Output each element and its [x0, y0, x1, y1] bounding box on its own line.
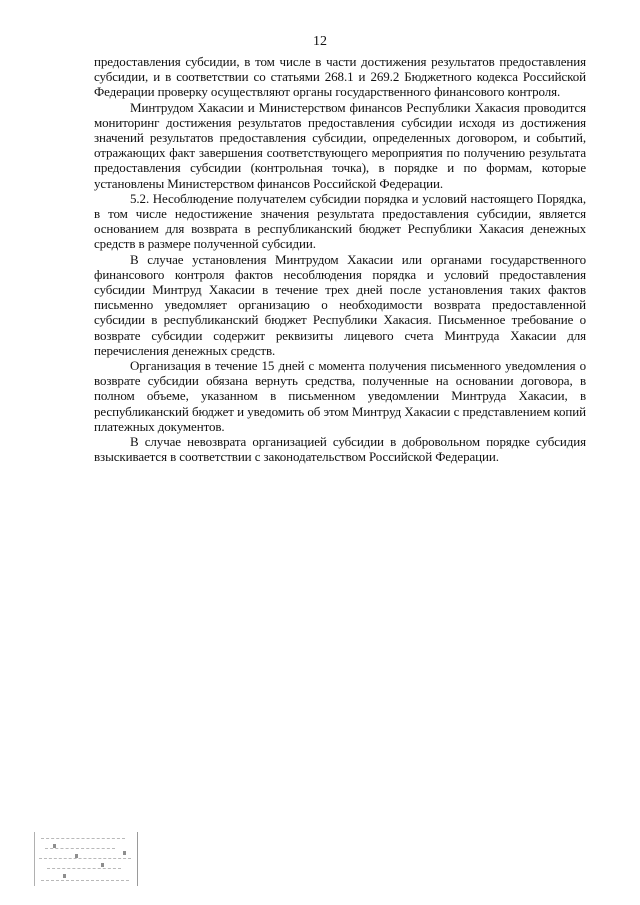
stamp-line	[41, 838, 125, 839]
document-body	[94, 54, 586, 464]
paragraph: Организация в течение 15 дней с момента получения письменного уведомления о возврате субсидии обязана вернуть средства, полученные на основании договора, в полном объеме, указанном в письменном уведомлении Минтруда Хакасии, в республиканский бюджет и уведомить об этом Минтруд Хакасии с представлением копий платежных документов.	[94, 358, 586, 434]
stamp-mark	[123, 851, 126, 855]
stamp-mark	[101, 863, 104, 867]
paragraph: Минтрудом Хакасии и Министерством финансов Республики Хакасия проводится мониторинг достижения результатов предоставления субсидии исходя из достижения значений результатов предоставления субсидии, определенных договором, и событий, отражающих факт завершения соответствующего мероприятия по получению результата предоставления субсидии (контрольная точка), в порядке и по формам, которые установлены Министерством финансов Российской Федерации.	[94, 99, 586, 191]
stamp-mark	[63, 874, 66, 878]
registration-stamp	[34, 832, 138, 886]
paragraph: В случае установления Минтрудом Хакасии или органами государственного финансового контроля фактов несоблюдения порядка и условий предоставления субсидии Минтруд Хакасии в течение трех дней после установления таких фактов письменно уведомляет организацию о необходимости возврата предоставленной субсидии в республиканский бюджет Республики Хакасия. Письменное требование о возврате субсидии содержит реквизиты лицевого счета Минтруда Хакасии для перечисления денежных средств.	[94, 251, 586, 358]
paragraph: В случае невозврата организацией субсидии в добровольном порядке субсидия взыскивается в соответствии с законодательством Российской Федерации.	[94, 434, 586, 465]
stamp-line	[47, 868, 121, 869]
page-number: 12	[313, 34, 327, 49]
stamp-line	[45, 848, 115, 849]
stamp-line	[41, 880, 129, 881]
stamp-line	[39, 858, 131, 859]
paragraph: предоставления субсидии, в том числе в части достижения результатов предоставления субсидии, и в соответствии со статьями 268.1 и 269.2 Бюджетного кодекса Российской Федерации проверку осуществляют органы государственного финансового контроля.	[94, 54, 586, 100]
paragraph: 5.2. Несоблюдение получателем субсидии порядка и условий настоящего Порядка, в том числе недостижение значения результата предоставления субсидии, является основанием для возврата в республиканский бюджет Республики Хакасия денежных средств в размере полученной субсидии.	[94, 190, 586, 252]
stamp-mark	[53, 844, 56, 848]
stamp-mark	[75, 854, 78, 858]
